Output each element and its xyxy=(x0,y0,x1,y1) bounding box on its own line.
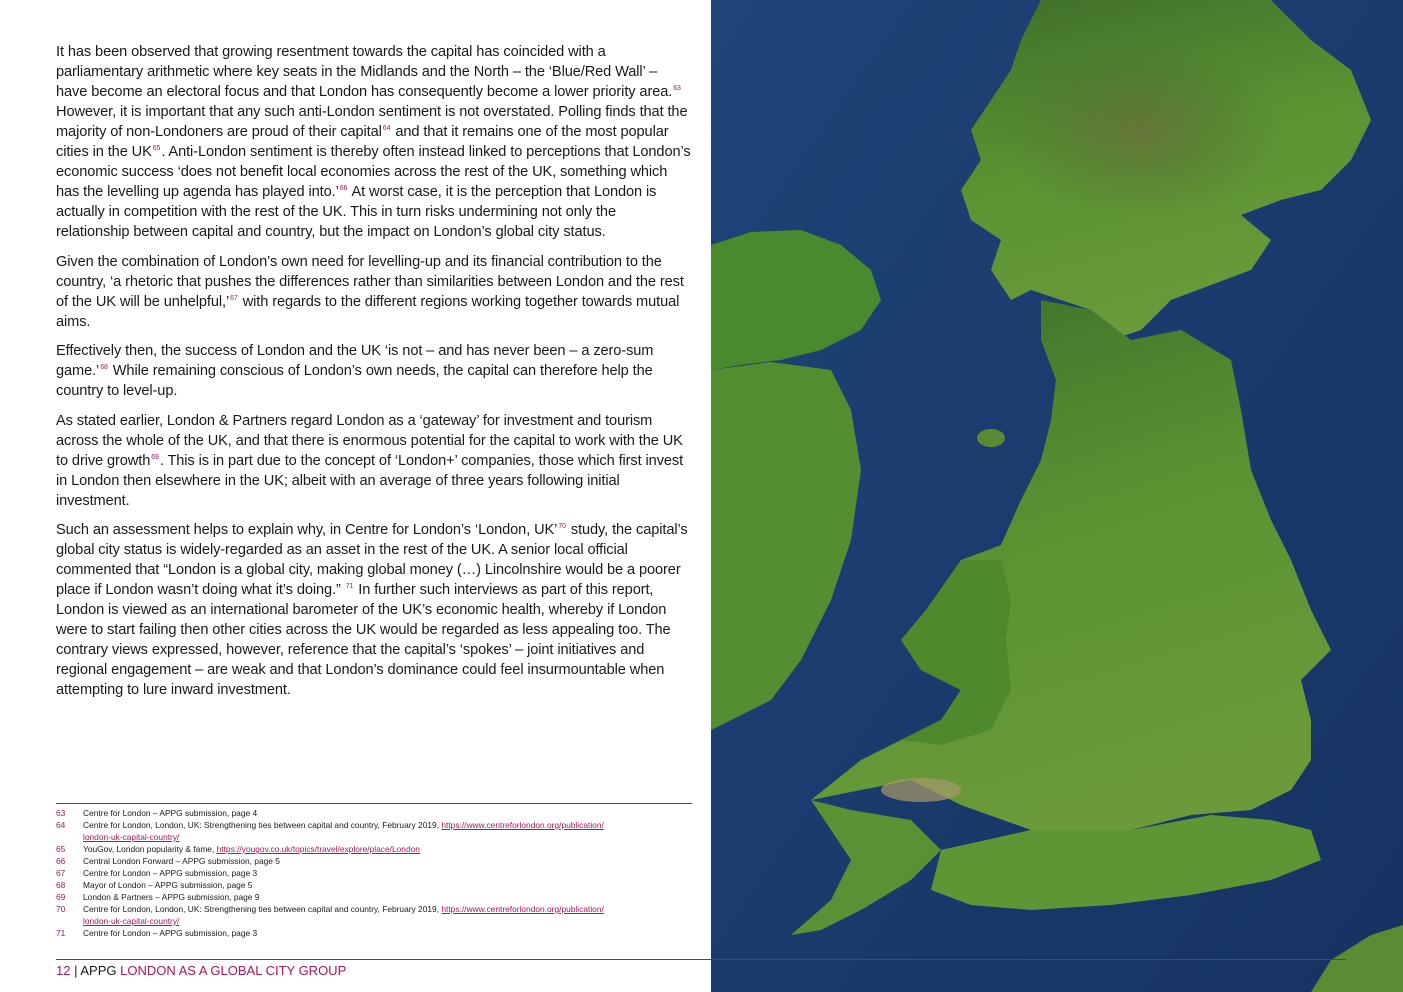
footnote-link[interactable]: https://www.centreforlondon.org/publication/ xyxy=(441,820,604,830)
footnote-item xyxy=(56,903,696,927)
footnote-number: 63 xyxy=(56,808,66,818)
footer-group-name: LONDON AS A GLOBAL CITY GROUP xyxy=(120,963,347,978)
footnote-reference[interactable]: 66 xyxy=(339,185,348,192)
footnote-item xyxy=(56,927,696,939)
footnote-number: 68 xyxy=(56,880,66,890)
footnote-link-continued[interactable]: london-uk-capital-country/ xyxy=(83,832,180,842)
severn-estuary xyxy=(881,778,961,802)
text-run: Effectively then, the success of London and the UK ‘is not – and has never been – a zero-sum game.’ xyxy=(56,343,654,379)
footnote-reference[interactable]: 65 xyxy=(152,145,161,152)
footer-separator: | xyxy=(70,963,81,978)
footnote-number: 64 xyxy=(56,820,66,830)
footnote-item xyxy=(56,879,696,891)
text-run: At worst case, it is the perception that London is actually in competition with the rest of the UK. This in turn risks undermining not only the relationship between capital and country, but the impact on London’s global city status. xyxy=(56,184,657,240)
footnote-text: YouGov, London popularity & fame, xyxy=(83,844,217,854)
footnote-text: Mayor of London – APPG submission, page 5 xyxy=(83,880,253,890)
text-run: In further such interviews as part of this report, London is viewed as an international barometer of the UK’s economic health, whereby if London were to start failing then other cities across the UK would be regarded as less appealing too. The contrary views expressed, however, reference that the capital’s ‘spokes’ – joint initiatives and regional engagement – are weak and that London’s dominance could feel insurmountable when attempting to lure inward investment. xyxy=(56,582,671,698)
footnote-reference[interactable]: 67 xyxy=(230,294,238,302)
text-run: While remaining conscious of London’s own needs, the capital can therefore help the country to level-up. xyxy=(56,363,653,399)
paragraph xyxy=(56,252,692,332)
text-run: Given the combination of London’s own need for levelling-up and its financial contribution to the country, ‘a rhetoric that pushes the differences rather than similarities between London and the rest of the UK will be unhelpful,’ xyxy=(56,253,684,310)
footnote-number: 66 xyxy=(56,856,66,866)
footnote-item xyxy=(56,807,696,819)
footnote-item xyxy=(56,843,696,855)
footnote-text: Centre for London, London, UK: Strengthening ties between capital and country, February 2019, xyxy=(83,904,442,914)
footnote-item xyxy=(56,819,696,843)
text-run: As stated earlier, London & Partners regard London as a ‘gateway’ for investment and tourism across the whole of the UK, and that there is enormous potential for the capital to work with the UK to drive growth xyxy=(56,412,683,469)
footer-org: APPG xyxy=(80,963,121,978)
footnote-text: London & Partners – APPG submission, page 9 xyxy=(83,892,260,902)
footnote-text: Centre for London – APPG submission, page 3 xyxy=(83,928,258,938)
footnote-text: Centre for London – APPG submission, page 4 xyxy=(83,808,258,818)
footnote-reference[interactable]: 69 xyxy=(151,453,159,461)
footnote-number: 71 xyxy=(56,928,66,938)
footnote-link-continued[interactable]: london-uk-capital-country/ xyxy=(83,916,180,926)
footnote-reference[interactable]: 63 xyxy=(673,85,681,92)
footnote-reference[interactable]: 68 xyxy=(100,364,108,371)
footnotes xyxy=(56,807,696,939)
footnote-link[interactable]: https://www.centreforlondon.org/publication/ xyxy=(441,904,604,914)
paragraph xyxy=(56,411,692,511)
footnote-reference[interactable]: 64 xyxy=(382,125,391,132)
footnote-number: 69 xyxy=(56,892,66,902)
isle-of-man xyxy=(977,429,1005,447)
footnote-number: 67 xyxy=(56,868,66,878)
footnote-item xyxy=(56,891,696,903)
footnote-item xyxy=(56,855,696,867)
text-run: However, it is important that any such anti-London sentiment is not overstated. Polling finds that the majority of non-Londoners are proud of their capital xyxy=(56,104,688,140)
footnote-link[interactable]: https://yougov.co.uk/topics/travel/explore/place/London xyxy=(216,844,420,854)
footnote-text: Centre for London – APPG submission, page 3 xyxy=(83,868,258,878)
footnote-item xyxy=(56,867,696,879)
footer-divider xyxy=(56,959,1346,960)
highlands-shading xyxy=(1001,40,1281,220)
footnote-reference[interactable]: 70 xyxy=(558,523,566,530)
footnote-number: 65 xyxy=(56,844,66,854)
page-number: 12 xyxy=(56,963,71,978)
footnote-reference[interactable]: 71 xyxy=(345,583,354,590)
text-run: Such an assessment helps to explain why, in Centre for London’s ‘London, UK’ xyxy=(56,522,558,538)
text-run: with regards to the different regions working together towards mutual aims. xyxy=(56,293,680,330)
footnote-divider xyxy=(56,803,692,804)
text-run: . This is in part due to the concept of ‘London+’ companies, those which first invest in London then elsewhere in the UK; albeit with an average of three years following initial investment. xyxy=(56,452,684,509)
footnote-text: Central London Forward – APPG submission, page 5 xyxy=(83,856,280,866)
text-run: and that it remains one of the most popular cities in the UK xyxy=(56,124,669,160)
paragraph xyxy=(56,520,692,700)
paragraph xyxy=(56,341,692,401)
footnote-number: 70 xyxy=(56,904,66,914)
text-run: study, the capital’s global city status is widely-regarded as an asset in the rest of the UK. A senior local official commented that “London is a global city, making global money (…) Lincolnshire would be a poorer place if London wasn’t doing what it’s doing.” xyxy=(56,522,688,598)
paragraph xyxy=(56,42,692,242)
footnote-text: Centre for London, London, UK: Strengthening ties between capital and country, February 2019, xyxy=(83,820,442,830)
text-run: . Anti-London sentiment is thereby often instead linked to perceptions that London’s economic success ‘does not benefit local economies across the rest of the UK, something which has the levelling up agenda has played into.’ xyxy=(56,144,691,200)
uk-satellite-map-image xyxy=(711,0,1403,992)
text-run: It has been observed that growing resentment towards the capital has coincided with a parliamentary arithmetic where key seats in the Midlands and the North – the ‘Blue/Red Wall’ – have become an electoral focus and that London has consequently become a lower priority area. xyxy=(56,44,673,100)
page-footer xyxy=(56,963,346,979)
body-text xyxy=(56,42,692,710)
